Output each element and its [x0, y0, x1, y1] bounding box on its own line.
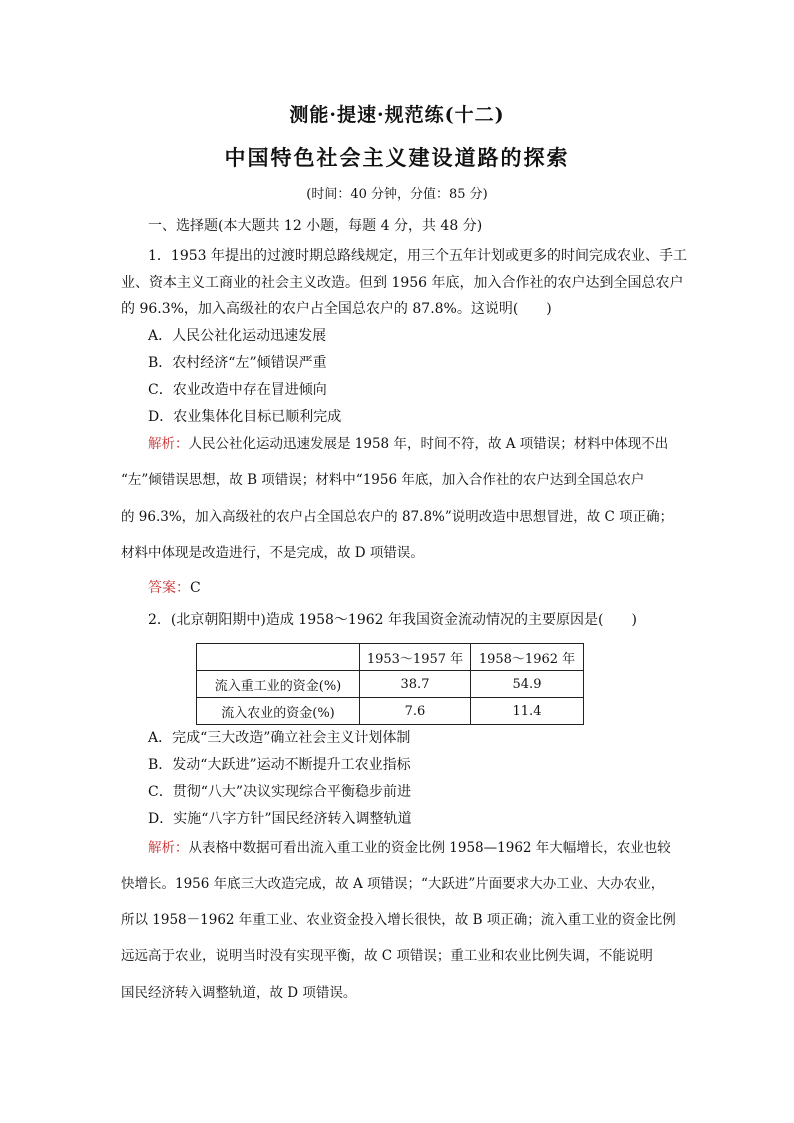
table-cell: 38.7: [360, 671, 471, 698]
table-cell: 流入农业的资金(%): [197, 698, 360, 725]
q1-explanation-line: “左”倾错误思想，故 B 项错误；材料中“1956 年底，加入合作社的农户达到全国总农户: [121, 472, 645, 488]
q1-explanation-line: 材料中体现是改造进行，不是完成，故 D 项错误。: [121, 545, 424, 561]
q1-explanation-label: 解析：: [148, 436, 189, 452]
q2-explanation-line: 远远高于农业，说明当时没有实现平衡，故 C 项错误；重工业和农业比例失调，不能说明: [121, 948, 653, 964]
q1-stem-line: 1．1953 年提出的过渡时期总路线规定，用三个五年计划或更多的时间完成农业、手工: [148, 248, 687, 264]
q1-answer-label: 答案：: [148, 580, 190, 596]
q1-option-a: A．人民公社化运动迅速发展: [148, 328, 327, 344]
q2-stem: 2．(北京朝阳期中)造成 1958～1962 年我国资金流动情况的主要原因是( ): [148, 612, 637, 628]
q2-explanation-text: 从表格中数据可看出流入重工业的资金比例 1958—1962 年大幅增长，农业也较: [188, 840, 671, 856]
q2-option-b: B．发动“大跃进”运动不断提升工农业指标: [148, 757, 411, 773]
table-cell: 11.4: [471, 698, 584, 725]
q1-option-d: D．农业集体化目标已顺利完成: [148, 409, 342, 425]
table-row: [197, 671, 584, 698]
q2-option-a: A．完成“三大改造”确立社会主义计划体制: [148, 730, 411, 746]
q1-stem-line: 的 96.3%，加入高级社的农户占全国总农户的 87.8%。这说明( ): [121, 301, 552, 317]
q1-option-b: B．农村经济“左”倾错误严重: [148, 355, 327, 371]
table-header-cell: [197, 644, 360, 671]
q1-option-c: C．农业改造中存在冒进倾向: [148, 382, 327, 398]
table-header-cell: 1958～1962 年: [471, 644, 584, 671]
q2-explanation-label: 解析：: [148, 840, 189, 856]
table-header-cell: 1953～1957 年: [360, 644, 471, 671]
q1-explanation-text: 人民公社化运动迅速发展是 1958 年，时间不符，故 A 项错误；材料中体现不出: [188, 436, 669, 452]
q2-explanation-line: [148, 842, 671, 856]
capital-flow-table: [196, 643, 584, 725]
q2-explanation-line: 国民经济转入调整轨道，故 D 项错误。: [121, 985, 357, 1001]
q1-stem-line: 业、资本主义工商业的社会主义改造。但到 1956 年底，加入合作社的农户达到全国总农户: [121, 275, 684, 291]
page-subtitle: 中国特色社会主义建设道路的探索: [224, 145, 570, 170]
q1-answer: [148, 581, 201, 595]
q2-explanation-line: 快增长。1956 年底三大改造完成，故 A 项错误；“大跃进”片面要求大办工业、大办农业，: [121, 876, 665, 892]
q1-explanation-line: [148, 438, 668, 452]
q1-answer-value: C: [190, 580, 201, 596]
table-header-row: [197, 644, 584, 671]
q2-option-d: D．实施“八字方针”国民经济转入调整轨道: [148, 811, 412, 827]
time-score-info: (时间：40 分钟，分值：85 分): [306, 187, 488, 202]
table-row: [197, 698, 584, 725]
q2-option-c: C．贯彻“八大”决议实现综合平衡稳步前进: [148, 784, 412, 800]
section-heading: 一、选择题(本大题共 12 小题，每题 4 分，共 48 分): [148, 218, 483, 234]
table-cell: 54.9: [471, 671, 584, 698]
table-cell: 7.6: [360, 698, 471, 725]
page-title: 测能·提速·规范练(十二): [289, 104, 505, 126]
q2-explanation-line: 所以 1958－1962 年重工业、农业资金投入增长很快，故 B 项正确；流入重工业的资金比例: [121, 912, 676, 928]
q1-explanation-line: 的 96.3%，加入高级社的农户占全国总农户的 87.8%”说明改造中思想冒进，故 C 项正确；: [121, 509, 674, 525]
table-cell: 流入重工业的资金(%): [197, 671, 360, 698]
